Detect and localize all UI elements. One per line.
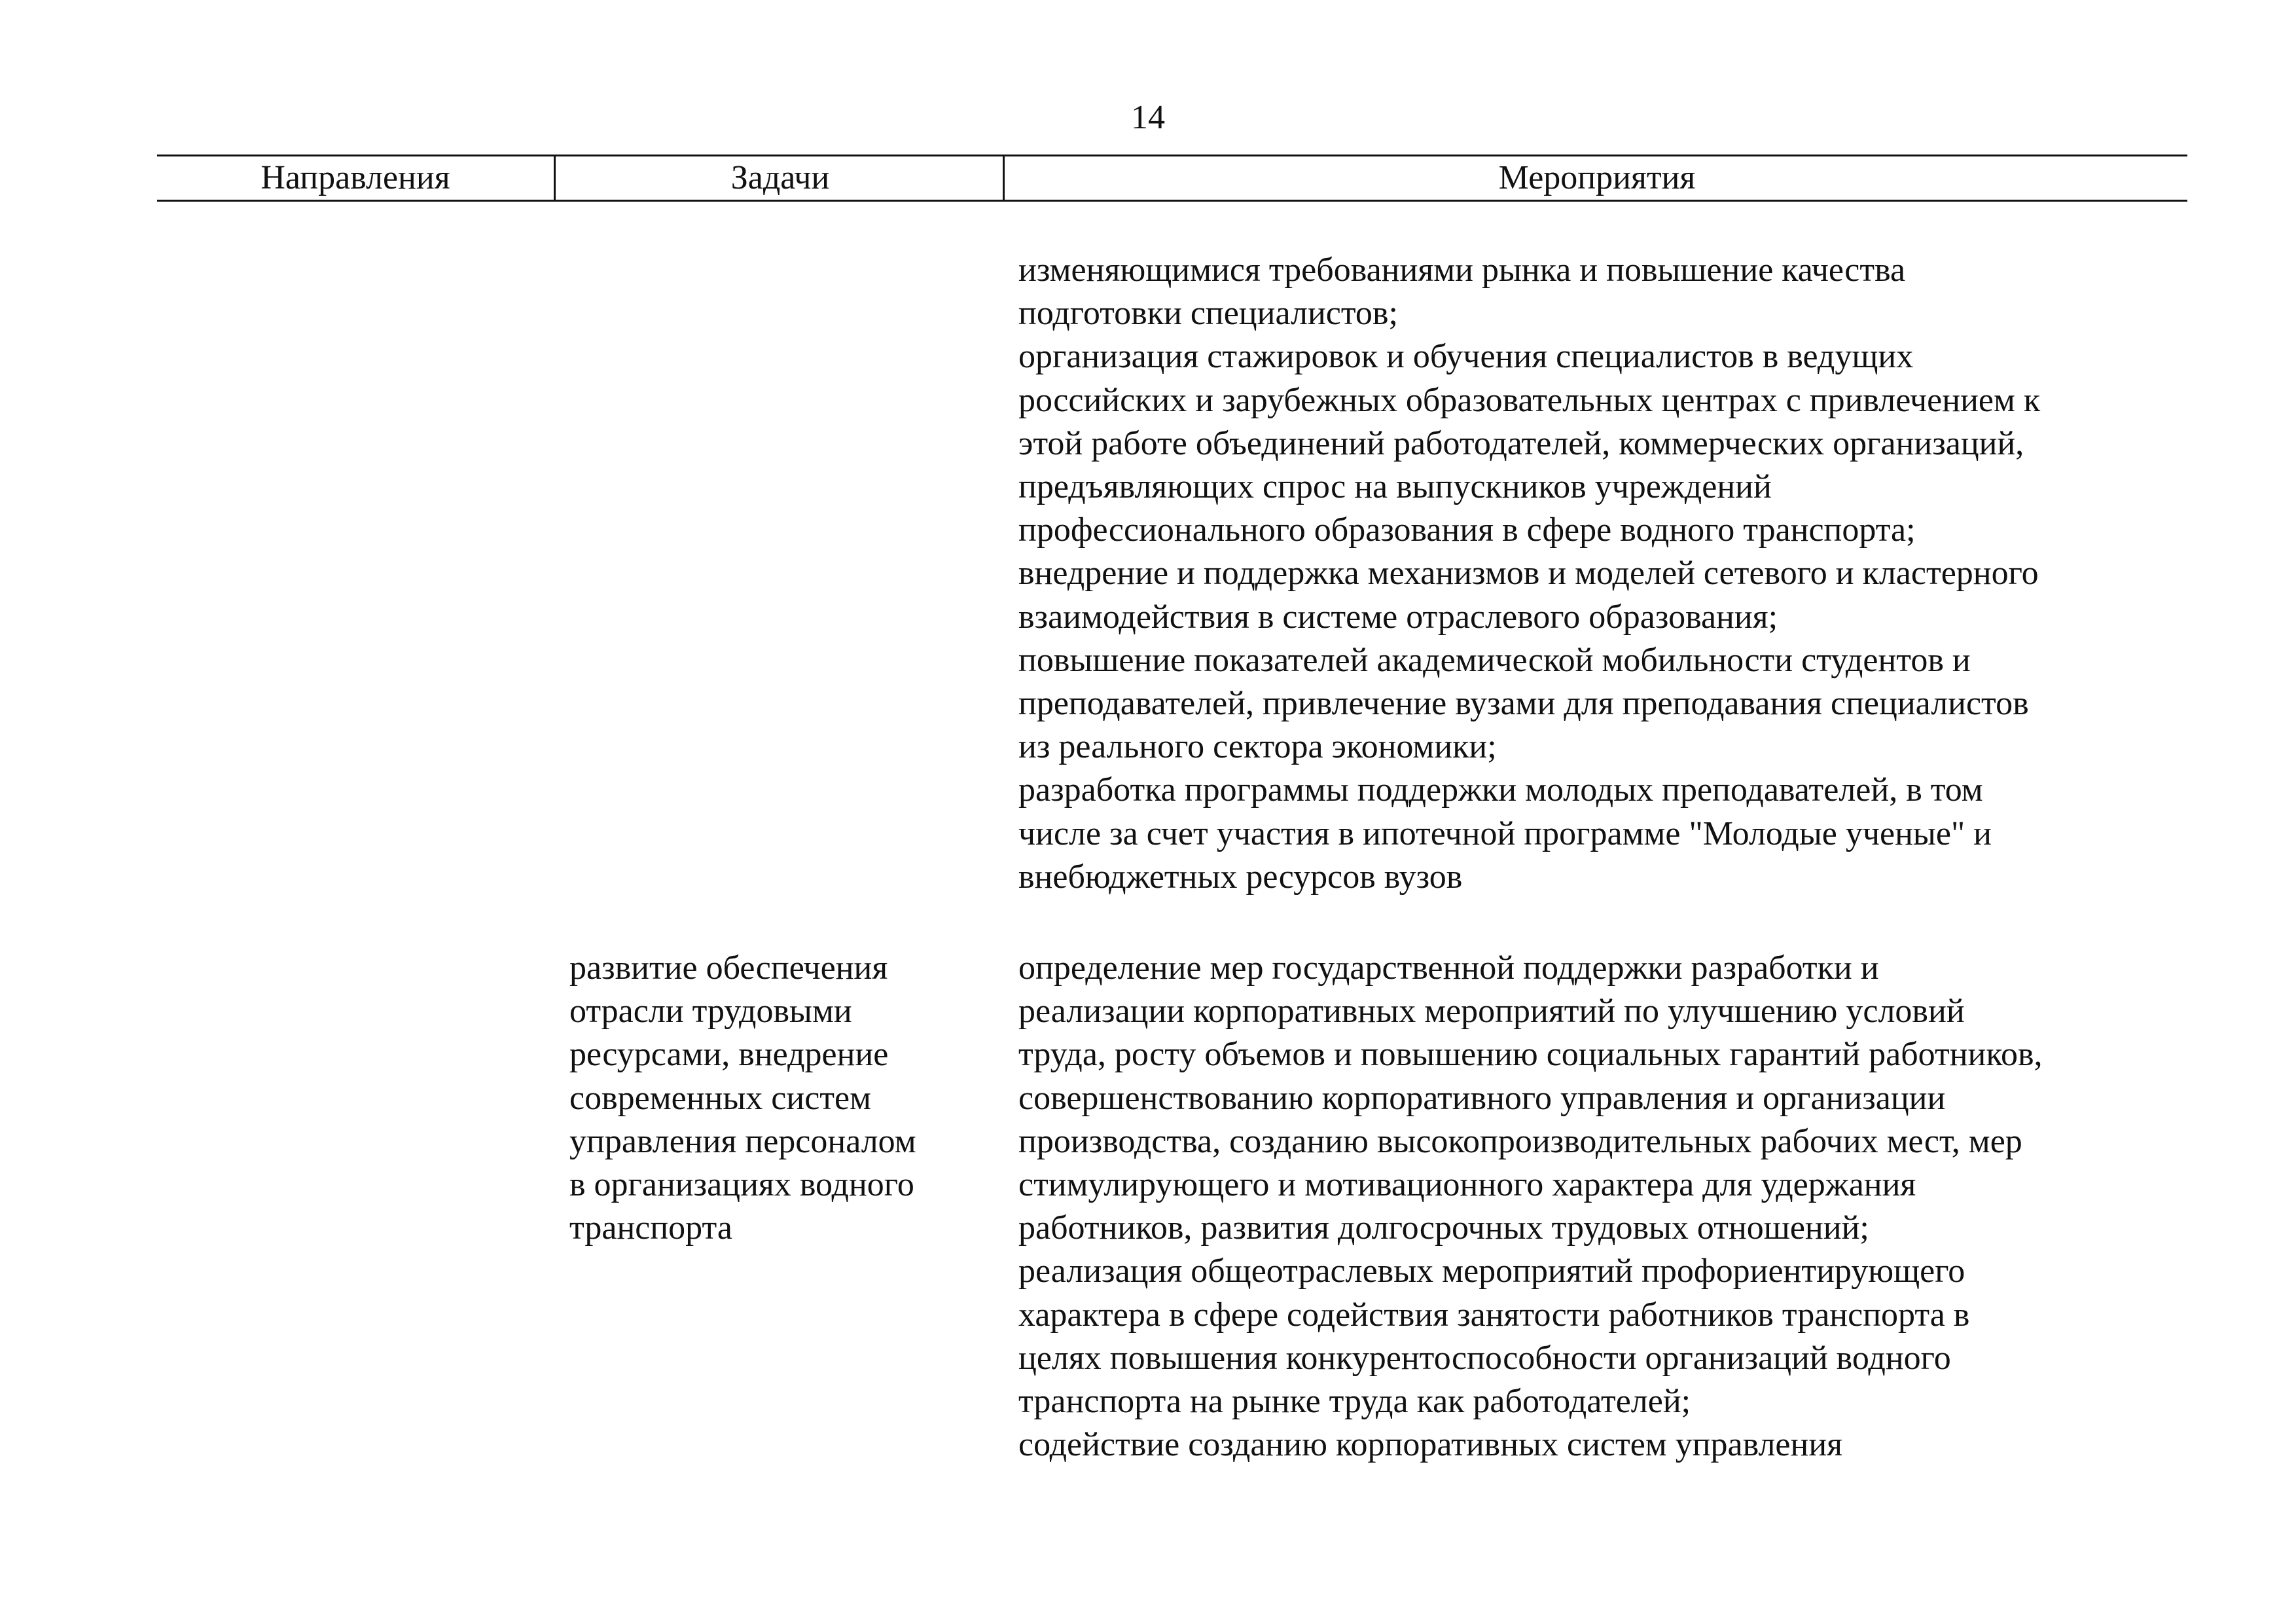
row-2-measure-line: транспорта на рынке труда как работодателей; [1018, 1383, 1691, 1421]
row-1-measure-line: этой работе объединений работодателей, коммерческих организаций, [1018, 424, 2024, 462]
row-2-task-line: транспорта [569, 1209, 732, 1247]
row-1-measure-line: из реального сектора экономики; [1018, 728, 1497, 766]
header-measures: Мероприятия [1003, 156, 2189, 200]
header-tasks: Задачи [554, 156, 1005, 200]
row-2-measure-line: стимулирующего и мотивационного характера для удержания [1018, 1166, 1916, 1204]
row-2-measure-line: производства, созданию высокопроизводительных рабочих мест, мер [1018, 1122, 2022, 1160]
row-1-measure-line: разработка программы поддержки молодых преподавателей, в том [1018, 771, 1983, 809]
row-2-measure-line: определение мер государственной поддержки разработки и [1018, 949, 1879, 987]
row-1-measure-line: преподавателей, привлечение вузами для преподавания специалистов [1018, 685, 2029, 723]
row-2-measure-line: работников, развития долгосрочных трудовых отношений; [1018, 1209, 1869, 1247]
row-2-task-line: современных систем [569, 1079, 871, 1117]
row-2-measures-cell [1018, 947, 2190, 1467]
row-1-measure-line: взаимодействия в системе отраслевого образования; [1018, 598, 1778, 636]
row-1-measure-line: внебюджетных ресурсов вузов [1018, 858, 1463, 896]
row-2-task-line: развитие обеспечения [569, 949, 888, 987]
row-2-task-line: отрасли трудовыми [569, 993, 852, 1030]
row-1-measure-line: числе за счет участия в ипотечной программе "Молодые ученые" и [1018, 814, 1992, 852]
row-2-task-line: ресурсами, внедрение [569, 1036, 889, 1074]
row-1-measures-cell [1018, 249, 2190, 899]
row-2-measure-line: совершенствованию корпоративного управления и организации [1018, 1079, 1946, 1117]
row-1-measure-line: профессионального образования в сфере водного транспорта; [1018, 511, 1916, 549]
row-2-task-line: в организациях водного [569, 1166, 914, 1204]
row-2-task-line: управления персоналом [569, 1122, 916, 1160]
row-1-measure-line: организация стажировок и обучения специалистов в ведущих [1018, 338, 1914, 376]
row-1-measure-line: российских и зарубежных образовательных центрах с привлечением к [1018, 381, 2041, 419]
table-header-row [157, 155, 2187, 202]
row-2-measure-line: характера в сфере содействия занятости работников транспорта в [1018, 1296, 1970, 1334]
row-2-measure-line: реализации корпоративных мероприятий по улучшению условий [1018, 993, 1965, 1030]
row-2-measure-line: реализация общеотраслевых мероприятий профориентирующего [1018, 1252, 1965, 1290]
row-1-measure-line: подготовки специалистов; [1018, 295, 1398, 333]
row-2-measure-line: труда, росту объемов и повышению социальных гарантий работников, [1018, 1036, 2043, 1074]
page-number: 14 [1131, 99, 1165, 136]
row-1-measure-line: внедрение и поддержка механизмов и моделей сетевого и кластерного [1018, 555, 2039, 593]
row-2-task-cell [569, 947, 988, 1250]
row-1-measure-line: предъявляющих спрос на выпускников учреждений [1018, 468, 1772, 506]
header-directions: Направления [260, 159, 450, 196]
row-2-measure-line: содействие созданию корпоративных систем управления [1018, 1426, 1843, 1464]
row-1-measure-line: изменяющимися требованиями рынка и повышение качества [1018, 251, 1906, 289]
row-2-measure-line: целях повышения конкурентоспособности организаций водного [1018, 1339, 1951, 1377]
row-1-measure-line: повышение показателей академической мобильности студентов и [1018, 641, 1971, 679]
